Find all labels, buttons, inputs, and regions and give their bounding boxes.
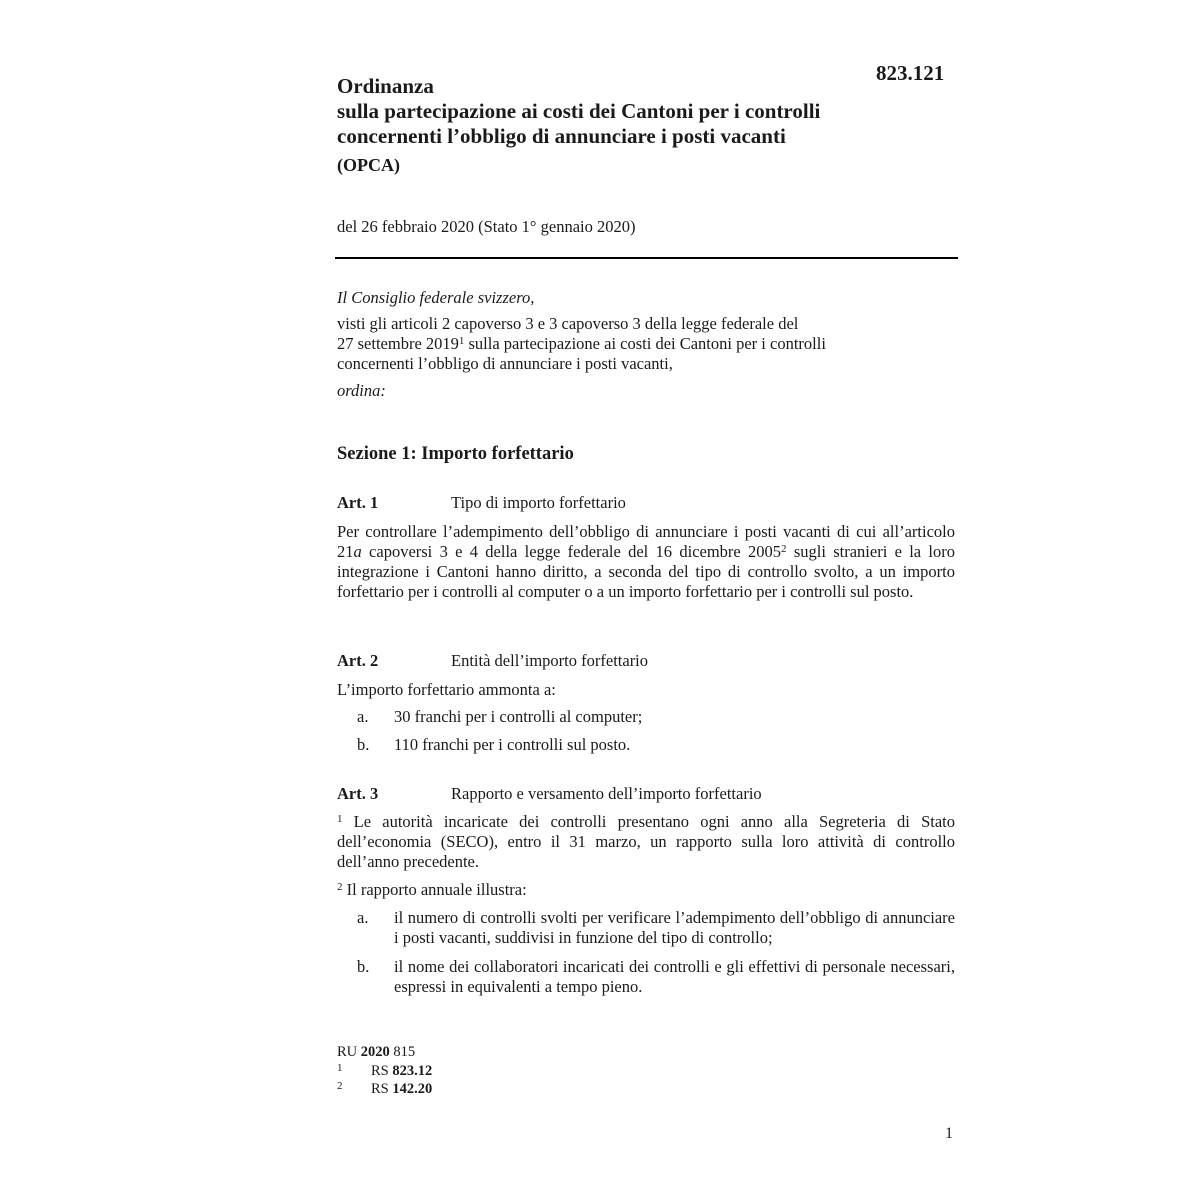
ru-page: 815 [389,1044,416,1060]
art-1-text-part-c: sugli stranieri e la loro integrazione i Cantoni hanno diritto, a seconda del tipo di controllo svolto, a un importo forfettario per i controlli al computer o a un importo forfettario per i controlli sul posto. [337,542,956,601]
preamble-visti-line-1: visti gli articoli 2 capoverso 3 e 3 capoverso 3 della legge federale del [337,314,799,333]
preamble-authority: Il Consiglio federale svizzero, [337,288,535,307]
list-item-text: il numero di controlli svolti per verificare l’adempimento dell’obbligo di annunciare i posti vacanti, suddivisi in funzione del tipo di controllo; [394,908,955,947]
paragraph-number: 2 [337,881,343,893]
art-1-text-part-a: Per controllare l’adempimento dell’obbligo di annunciare i posti vacanti di cui all’articolo 21 [337,522,955,561]
art-2-header [337,651,648,671]
art-3-paragraph-2 [337,880,955,900]
list-letter: a. [357,908,369,927]
paragraph-text: Il rapporto annuale illustra: [342,880,527,899]
preamble-visti [337,314,955,374]
footnote-ref-number: 823.12 [392,1063,433,1079]
footnote-text [371,1063,432,1079]
art-1-text-italic: a [353,542,362,561]
date-line: del 26 febbraio 2020 (Stato 1° gennaio 2020) [337,217,636,236]
preamble-ordina: ordina: [337,381,386,400]
footnote-number: 1 [337,1062,343,1074]
art-1-header [337,493,626,513]
art-1-heading: Tipo di importo forfettario [451,493,626,512]
art-3-heading: Rapporto e versamento dell’importo forfettario [451,784,762,803]
title-line-1: Ordinanza [337,74,434,98]
preamble-visti-line-3: concernenti l’obbligo di annunciare i posti vacanti, [337,354,673,373]
preamble-visti-line-2b: sulla partecipazione ai costi dei Cantoni per i controlli [464,334,826,353]
art-1-text [337,522,955,602]
title-line-3: concernenti l’obbligo di annunciare i posti vacanti [337,124,786,148]
footnote-text [371,1081,432,1097]
page-number: 1 [945,1125,953,1142]
footnote-ref-1[interactable]: 1 [458,335,465,347]
art-1-number: Art. 1 [337,493,379,512]
art-3-number: Art. 3 [337,784,379,803]
list-item-text: 30 franchi per i controlli al computer; [394,707,643,726]
paragraph-number: 1 [337,813,343,825]
title-divider [335,257,958,259]
art-2-heading: Entità dell’importo forfettario [451,651,649,670]
list-letter: b. [357,735,370,754]
list-letter: a. [357,707,369,726]
art-2-intro: L’importo forfettario ammonta a: [337,680,556,699]
section-heading: Sezione 1: Importo forfettario [337,444,574,464]
document-title [337,74,957,149]
ru-reference [337,1044,415,1061]
ru-prefix: RU [337,1044,361,1060]
footnote-ref-number: 142.20 [392,1081,433,1097]
title-line-2: sulla partecipazione ai costi dei Cantoni per i controlli [337,99,821,123]
art-3-header [337,784,762,804]
list-item-text: 110 franchi per i controlli sul posto. [394,735,631,754]
paragraph-text: Le autorità incaricate dei controlli presentano ogni anno alla Segreteria di Stato dell’economia (SECO), entro il 31 marzo, un rapporto sulla loro attività di controllo dell’anno precedente. [337,812,955,871]
art-1-text-part-b: capoversi 3 e 4 della legge federale del 16 dicembre 2005 [361,542,782,561]
art-2-number: Art. 2 [337,651,379,670]
preamble-visti-line-2a: 27 settembre 2019 [337,334,459,353]
list-letter: b. [357,957,370,976]
list-item-text: il nome dei collaboratori incaricati dei controlli e gli effettivi di personale necessari, espressi in equivalenti a tempo pieno. [394,957,955,996]
document-number: 823.121 [876,61,945,85]
ru-year: 2020 [360,1044,390,1060]
title-abbreviation: (OPCA) [337,155,400,175]
footnote-number: 2 [337,1080,343,1092]
footnote-prefix: RS [371,1081,393,1097]
footnote-prefix: RS [371,1063,393,1079]
art-3-paragraph-1 [337,812,955,872]
footnote-ref-2[interactable]: 2 [781,543,787,555]
